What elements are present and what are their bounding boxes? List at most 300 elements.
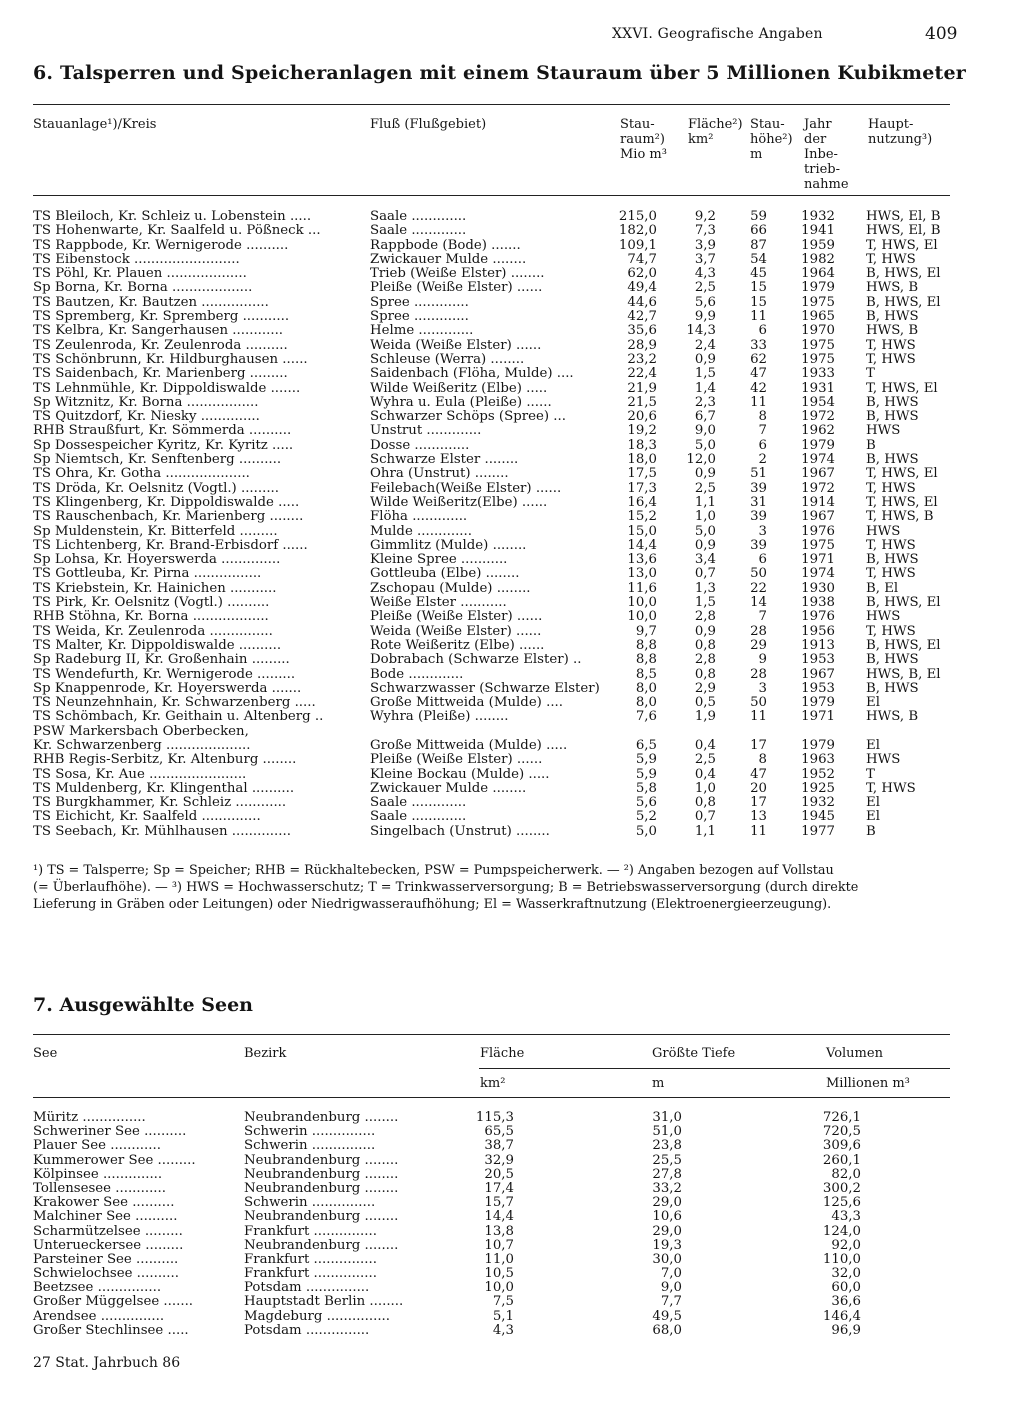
row-name: TS Pöhl, Kr. Plauen ................... (33, 266, 247, 282)
col-tiefe-header: Größte Tiefe (652, 1046, 736, 1061)
row-stauhoehe: 15 (750, 294, 767, 310)
row-tiefe: 68,0 (652, 1322, 682, 1338)
row-bezirk: Frankfurt ............... (244, 1266, 377, 1282)
table-row (0, 567, 1024, 581)
row-stauraum: 182,0 (618, 223, 657, 239)
row-flaeche: 5,0 (694, 437, 716, 453)
row-stauraum: 5,9 (635, 752, 657, 768)
row-bezirk: Neubrandenburg ........ (244, 1209, 399, 1225)
row-name: TS Spremberg, Kr. Spremberg ........... (33, 309, 290, 325)
row-jahr: 1956 (801, 623, 835, 639)
row-river: Saale ............. (370, 795, 467, 811)
table-row (0, 296, 1024, 310)
row-stauhoehe: 11 (750, 709, 767, 725)
row-flaeche: 11,0 (484, 1251, 514, 1267)
row-stauraum: 5,0 (635, 823, 657, 839)
row-jahr: 1959 (801, 237, 835, 253)
row-stauraum: 109,1 (618, 237, 657, 253)
row-nutzung: B (866, 823, 876, 839)
row-volumen: 32,0 (831, 1266, 861, 1282)
row-stauhoehe: 17 (750, 737, 767, 753)
table-row (0, 1210, 1024, 1224)
row-nutzung: El (866, 695, 880, 711)
table-row (0, 310, 1024, 324)
row-nutzung: B, HWS (866, 394, 919, 410)
row-name: TS Sosa, Kr. Aue ....................... (33, 766, 247, 782)
row-stauraum: 11,6 (627, 580, 657, 596)
table-row (0, 1154, 1024, 1168)
row-flaeche: 38,7 (484, 1138, 514, 1154)
row-jahr: 1979 (801, 737, 835, 753)
row-tiefe: 10,6 (652, 1209, 682, 1225)
row-flaeche: 0,9 (694, 537, 716, 553)
row-name: TS Eichicht, Kr. Saalfeld .............. (33, 809, 261, 825)
row-jahr: 1925 (801, 780, 835, 796)
row-name: TS Malter, Kr. Dippoldiswalde .......... (33, 637, 282, 653)
row-stauhoehe: 39 (750, 537, 767, 553)
row-flaeche: 2,9 (694, 680, 716, 696)
row-nutzung: T, HWS (866, 780, 916, 796)
row-stauhoehe: 51 (750, 466, 767, 482)
row-volumen: 300,2 (822, 1180, 861, 1196)
footnote-line: (= Überlaufhöhe). — ³) HWS = Hochwasserschutz; T = Trinkwasserversorgung; B = Betriebswasserversorgung (durch direkte (33, 880, 859, 895)
row-stauraum: 9,7 (635, 623, 657, 639)
row-flaeche: 6,7 (694, 409, 716, 425)
row-flaeche: 7,3 (694, 223, 716, 239)
row-nutzung: HWS (866, 523, 901, 539)
row-nutzung: B, HWS (866, 680, 919, 696)
row-flaeche: 1,3 (694, 580, 716, 596)
row-flaeche: 0,7 (694, 566, 716, 582)
row-flaeche: 9,2 (694, 209, 716, 224)
table-row (0, 496, 1024, 510)
row-stauraum: 42,7 (627, 309, 657, 325)
row-stauhoehe: 6 (758, 552, 767, 568)
table7-top-rule (33, 1034, 950, 1035)
row-river: Unstrut ............. (370, 423, 482, 439)
row-see: Arendsee ............... (33, 1308, 165, 1324)
row-stauraum: 13,6 (627, 552, 657, 568)
row-nutzung: HWS (866, 752, 901, 768)
row-river: Saidenbach (Flöha, Mulde) .... (370, 366, 574, 382)
row-nutzung: T, HWS (866, 337, 916, 353)
row-volumen: 43,3 (831, 1209, 861, 1225)
row-stauhoehe: 9 (758, 652, 767, 668)
row-nutzung: HWS, B (866, 709, 919, 725)
row-flaeche: 13,8 (484, 1223, 514, 1239)
row-nutzung: T, HWS (866, 623, 916, 639)
footnote-line: ¹) TS = Talsperre; Sp = Speicher; RHB = Rückhaltebecken, PSW = Pumpspeicherwerk. — ²) Angaben bezogen auf Vollstau (33, 863, 834, 878)
row-river: Singelbach (Unstrut) ........ (370, 823, 550, 839)
row-name: TS Lehnmühle, Kr. Dippoldiswalde ....... (33, 380, 301, 396)
unit-flaeche: km² (480, 1076, 506, 1091)
row-jahr: 1932 (801, 795, 835, 811)
row-nutzung: T, HWS (866, 566, 916, 582)
row-river: Dosse ............. (370, 437, 470, 453)
row-stauhoehe: 54 (750, 251, 767, 267)
row-volumen: 125,6 (822, 1195, 861, 1211)
row-volumen: 36,6 (831, 1294, 861, 1310)
table-row (0, 482, 1024, 496)
table-row (0, 1225, 1024, 1239)
row-name: RHB Stöhna, Kr. Borna .................. (33, 609, 269, 625)
table6-title: 6. Talsperren und Speicheranlagen mit einem Stauraum über 5 Millionen Kubikmeter (33, 62, 967, 84)
row-stauraum: 5,2 (635, 809, 657, 825)
row-stauhoehe: 7 (758, 423, 767, 439)
row-see: Plauer See ............ (33, 1138, 161, 1154)
row-jahr: 1979 (801, 695, 835, 711)
row-stauhoehe: 42 (750, 380, 767, 396)
row-river: Gimmlitz (Mulde) ........ (370, 537, 527, 553)
row-river: Weida (Weiße Elster) ...... (370, 623, 542, 639)
row-stauraum: 18,0 (627, 452, 657, 468)
row-stauraum: 17,5 (627, 466, 657, 482)
row-jahr: 1953 (801, 652, 835, 668)
row-jahr: 1914 (801, 494, 835, 510)
table7-title: 7. Ausgewählte Seen (33, 994, 253, 1016)
row-name: TS Kelbra, Kr. Sangerhausen ............ (33, 323, 284, 339)
row-jahr: 1979 (801, 437, 835, 453)
row-see: Parsteiner See .......... (33, 1251, 179, 1267)
row-stauraum: 20,6 (627, 409, 657, 425)
row-name: TS Gottleuba, Kr. Pirna ................ (33, 566, 262, 582)
row-see: Kölpinsee .............. (33, 1166, 163, 1182)
row-name: Sp Muldenstein, Kr. Bitterfeld ......... (33, 523, 278, 539)
row-tiefe: 31,0 (652, 1110, 682, 1125)
table6-body (0, 210, 1024, 839)
row-bezirk: Neubrandenburg ........ (244, 1180, 399, 1196)
table-row (0, 510, 1024, 524)
row-flaeche: 0,4 (694, 766, 716, 782)
row-jahr: 1965 (801, 309, 835, 325)
row-flaeche: 0,8 (694, 795, 716, 811)
col-bezirk-header: Bezirk (244, 1046, 287, 1061)
row-river: Wilde Weißeritz(Elbe) ...... (370, 494, 548, 510)
row-stauhoehe: 50 (750, 695, 767, 711)
row-nutzung: B, HWS (866, 552, 919, 568)
row-river: Gottleuba (Elbe) ........ (370, 566, 520, 582)
row-river: Dobrabach (Schwarze Elster) .. (370, 652, 582, 668)
table-row (0, 625, 1024, 639)
row-see: Schwielochsee .......... (33, 1266, 179, 1282)
row-stauhoehe: 59 (750, 209, 767, 224)
row-tiefe: 33,2 (652, 1180, 682, 1196)
row-name: Kr. Schwarzenberg .................... (33, 737, 251, 753)
row-river: Saale ............. (370, 809, 467, 825)
row-stauraum: 14,4 (627, 537, 657, 553)
row-jahr: 1970 (801, 323, 835, 339)
row-jahr: 1979 (801, 280, 835, 296)
row-stauhoehe: 47 (750, 766, 767, 782)
row-stauhoehe: 3 (758, 523, 767, 539)
row-river: Zschopau (Mulde) ........ (370, 580, 531, 596)
row-nutzung: HWS, El, B (866, 209, 941, 224)
row-name: TS Schönbrunn, Kr. Hildburghausen ...... (33, 351, 308, 367)
row-flaeche: 2,5 (694, 480, 716, 496)
row-stauhoehe: 8 (758, 752, 767, 768)
row-jahr: 1967 (801, 466, 835, 482)
row-stauraum: 21,5 (627, 394, 657, 410)
row-see: Krakower See .......... (33, 1195, 175, 1211)
row-name: TS Neunzehnhain, Kr. Schwarzenberg ..... (33, 695, 316, 711)
row-river: Wilde Weißeritz (Elbe) ..... (370, 380, 548, 396)
row-river: Helme ............. (370, 323, 474, 339)
row-nutzung: B (866, 437, 876, 453)
chapter-title: XXVI. Geografische Angaben (612, 26, 823, 42)
row-stauhoehe: 45 (750, 266, 767, 282)
row-bezirk: Frankfurt ............... (244, 1223, 377, 1239)
row-river: Zwickauer Mulde ........ (370, 780, 527, 796)
col-flaeche-header: Fläche²) km² (688, 117, 743, 147)
row-bezirk: Magdeburg ............... (244, 1308, 391, 1324)
row-jahr: 1932 (801, 209, 835, 224)
row-volumen: 82,0 (831, 1166, 861, 1182)
row-nutzung: T, HWS (866, 480, 916, 496)
row-name: Sp Borna, Kr. Borna ................... (33, 280, 253, 296)
row-nutzung: HWS, B (866, 323, 919, 339)
row-flaeche: 115,3 (475, 1110, 514, 1125)
table-row (0, 267, 1024, 281)
col-flaeche7-header: Fläche (480, 1046, 525, 1061)
row-jahr: 1967 (801, 509, 835, 525)
row-nutzung: T (866, 766, 875, 782)
row-stauraum: 5,8 (635, 780, 657, 796)
table-row (0, 1253, 1024, 1267)
row-name: TS Lichtenberg, Kr. Brand-Erbisdorf ...... (33, 537, 308, 553)
row-volumen: 60,0 (831, 1280, 861, 1296)
row-stauraum: 16,4 (627, 494, 657, 510)
row-river: Trieb (Weiße Elster) ........ (370, 266, 545, 282)
row-river: Saale ............. (370, 223, 467, 239)
table6-header-rule (33, 195, 950, 196)
row-name: TS Rauschenbach, Kr. Marienberg ........ (33, 509, 304, 525)
col-see-header: See (33, 1046, 58, 1061)
row-tiefe: 29,0 (652, 1195, 682, 1211)
row-see: Großer Müggelsee ....... (33, 1294, 194, 1310)
row-flaeche: 5,6 (694, 294, 716, 310)
row-name: TS Klingenberg, Kr. Dippoldiswalde ..... (33, 494, 300, 510)
row-nutzung: El (866, 795, 880, 811)
table-row (0, 281, 1024, 295)
row-flaeche: 0,9 (694, 623, 716, 639)
table6-header (0, 113, 1024, 193)
row-name: TS Wendefurth, Kr. Wernigerode ......... (33, 666, 296, 682)
page-footer: 27 Stat. Jahrbuch 86 (33, 1355, 181, 1371)
row-stauhoehe: 87 (750, 237, 767, 253)
row-bezirk: Neubrandenburg ........ (244, 1237, 399, 1253)
row-name: Sp Lohsa, Kr. Hoyerswerda .............. (33, 552, 281, 568)
row-stauraum: 44,6 (627, 294, 657, 310)
row-flaeche: 2,5 (694, 752, 716, 768)
row-bezirk: Potsdam ............... (244, 1280, 370, 1296)
row-jahr: 1954 (801, 394, 835, 410)
row-bezirk: Neubrandenburg ........ (244, 1152, 399, 1168)
row-jahr: 1976 (801, 523, 835, 539)
row-volumen: 726,1 (822, 1110, 861, 1125)
row-name: TS Muldenberg, Kr. Klingenthal .......... (33, 780, 295, 796)
table-row (0, 439, 1024, 453)
table-row (0, 682, 1024, 696)
row-volumen: 110,0 (822, 1251, 861, 1267)
row-nutzung: T, HWS, El (866, 466, 938, 482)
row-stauraum: 23,2 (627, 351, 657, 367)
row-stauhoehe: 47 (750, 366, 767, 382)
row-stauhoehe: 31 (750, 494, 767, 510)
row-tiefe: 29,0 (652, 1223, 682, 1239)
row-river: Pleiße (Weiße Elster) ...... (370, 752, 543, 768)
row-jahr: 1971 (801, 709, 835, 725)
row-stauhoehe: 17 (750, 795, 767, 811)
row-see: Müritz ............... (33, 1110, 146, 1125)
row-nutzung: HWS (866, 423, 901, 439)
table-row (0, 1196, 1024, 1210)
row-stauraum: 22,4 (627, 366, 657, 382)
row-jahr: 1952 (801, 766, 835, 782)
table-row (0, 210, 1024, 224)
unit-tiefe: m (652, 1076, 665, 1091)
table-row (0, 410, 1024, 424)
row-stauraum: 19,2 (627, 423, 657, 439)
table-row (0, 239, 1024, 253)
row-nutzung: B, HWS, El (866, 595, 941, 611)
row-stauraum: 15,2 (627, 509, 657, 525)
row-volumen: 124,0 (822, 1223, 861, 1239)
row-volumen: 96,9 (831, 1322, 861, 1338)
row-stauraum: 8,5 (635, 666, 657, 682)
table-row (0, 610, 1024, 624)
row-flaeche: 0,8 (694, 637, 716, 653)
row-tiefe: 7,7 (660, 1294, 682, 1310)
row-stauhoehe: 6 (758, 437, 767, 453)
row-see: Kummerower See ......... (33, 1152, 196, 1168)
row-stauhoehe: 33 (750, 337, 767, 353)
row-nutzung: T, HWS (866, 351, 916, 367)
row-stauraum: 62,0 (627, 266, 657, 282)
row-nutzung: B, HWS (866, 409, 919, 425)
row-stauhoehe: 13 (750, 809, 767, 825)
col-stauhoehe-header: Stau- höhe²) m (750, 117, 793, 162)
row-stauraum: 49,4 (627, 280, 657, 296)
row-flaeche: 65,5 (484, 1124, 514, 1140)
row-volumen: 309,6 (822, 1138, 861, 1154)
row-flaeche: 15,7 (484, 1195, 514, 1211)
row-stauraum: 15,0 (627, 523, 657, 539)
row-stauraum: 10,0 (627, 609, 657, 625)
row-name: PSW Markersbach Oberbecken, (33, 723, 249, 739)
row-river: Flöha ............. (370, 509, 468, 525)
col-nutzung-header: Haupt- nutzung³) (868, 117, 933, 147)
row-river: Pleiße (Weiße Elster) ...... (370, 280, 543, 296)
row-river: Große Mittweida (Mulde) .... (370, 695, 564, 711)
table-row (0, 324, 1024, 338)
row-stauhoehe: 50 (750, 566, 767, 582)
row-river: Große Mittweida (Mulde) ..... (370, 737, 568, 753)
row-name: Sp Niemtsch, Kr. Senftenberg .......... (33, 452, 282, 468)
row-flaeche: 4,3 (492, 1322, 514, 1338)
row-name: Sp Witznitz, Kr. Borna ................. (33, 394, 259, 410)
row-name: Sp Knappenrode, Kr. Hoyerswerda ....... (33, 680, 302, 696)
footnote-line: Lieferung in Gräben oder Leitungen) oder Niedrigwasseraufhöhung; El = Wasserkraftnutzung (Elektroenergieerzeugung). (33, 897, 832, 912)
row-name: TS Seebach, Kr. Mühlhausen .............. (33, 823, 291, 839)
row-river: Wyhra (Pleiße) ........ (370, 709, 509, 725)
table-row (0, 1295, 1024, 1309)
table-row (0, 253, 1024, 267)
row-name: TS Eibenstock ......................... (33, 251, 240, 267)
row-flaeche: 10,0 (484, 1280, 514, 1296)
row-river: Feilebach(Weiße Elster) ...... (370, 480, 562, 496)
table-row (0, 768, 1024, 782)
row-nutzung: HWS, El, B (866, 223, 941, 239)
row-jahr: 1913 (801, 637, 835, 653)
col-volumen-header: Volumen (826, 1046, 883, 1061)
row-river: Weiße Elster ........... (370, 595, 507, 611)
row-nutzung: El (866, 737, 880, 753)
row-stauraum: 5,9 (635, 766, 657, 782)
row-tiefe: 27,8 (652, 1166, 682, 1182)
row-stauraum: 17,3 (627, 480, 657, 496)
row-flaeche: 2,8 (694, 652, 716, 668)
table-row (0, 1281, 1024, 1295)
row-flaeche: 4,3 (694, 266, 716, 282)
row-volumen: 720,5 (822, 1124, 861, 1140)
table7-header (0, 1043, 1024, 1095)
row-river: Rote Weißeritz (Elbe) ...... (370, 637, 545, 653)
row-flaeche: 0,9 (694, 466, 716, 482)
row-flaeche: 0,5 (694, 695, 716, 711)
row-tiefe: 49,5 (652, 1308, 682, 1324)
row-jahr: 1953 (801, 680, 835, 696)
row-volumen: 260,1 (822, 1152, 861, 1168)
row-bezirk: Schwerin ............... (244, 1124, 376, 1140)
row-tiefe: 25,5 (652, 1152, 682, 1168)
row-nutzung: HWS (866, 609, 901, 625)
row-river: Spree ............. (370, 309, 469, 325)
table6-top-rule (33, 104, 950, 105)
table-row (0, 424, 1024, 438)
table-row (0, 1168, 1024, 1182)
row-jahr: 1941 (801, 223, 835, 239)
row-river: Bode ............. (370, 666, 464, 682)
row-stauraum: 28,9 (627, 337, 657, 353)
row-stauhoehe: 62 (750, 351, 767, 367)
row-river: Kleine Bockau (Mulde) ..... (370, 766, 550, 782)
row-nutzung: El (866, 809, 880, 825)
table7-header-rule (33, 1097, 950, 1098)
row-jahr: 1931 (801, 380, 835, 396)
row-jahr: 1933 (801, 366, 835, 382)
table-row (0, 353, 1024, 367)
row-jahr: 1945 (801, 809, 835, 825)
row-flaeche: 2,8 (694, 609, 716, 625)
row-flaeche: 1,4 (694, 380, 716, 396)
row-stauraum: 8,0 (635, 695, 657, 711)
row-stauraum: 8,0 (635, 680, 657, 696)
col-jahr-header: Jahr der Inbe- trieb- nahme (804, 117, 849, 192)
row-tiefe: 7,0 (660, 1266, 682, 1282)
row-nutzung: HWS, B, El (866, 666, 941, 682)
row-jahr: 1962 (801, 423, 835, 439)
row-stauhoehe: 22 (750, 580, 767, 596)
row-see: Scharmützelsee ......... (33, 1223, 183, 1239)
row-stauraum: 7,6 (635, 709, 657, 725)
row-stauhoehe: 3 (758, 680, 767, 696)
table-row (0, 453, 1024, 467)
row-nutzung: B, HWS (866, 652, 919, 668)
row-jahr: 1976 (801, 609, 835, 625)
row-flaeche: 17,4 (484, 1180, 514, 1196)
row-jahr: 1972 (801, 480, 835, 496)
row-jahr: 1964 (801, 266, 835, 282)
